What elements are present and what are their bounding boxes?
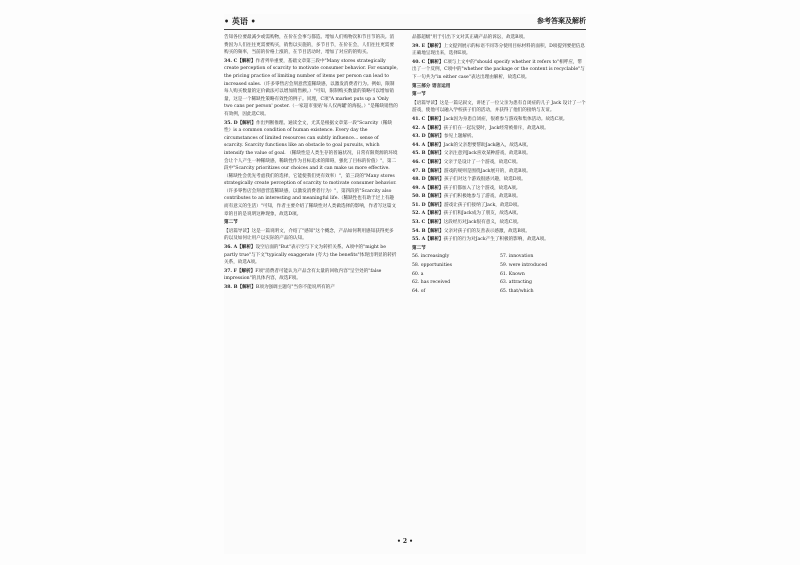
answer-cell: 57. innovation [500,254,534,260]
answer-explanation [224,120,398,219]
paragraph-text: Jack因为身患自闭症，很难参与游戏和集体活动。故选C项。 [443,116,568,122]
paragraph-text: 游戏的规则是围绕Jack展开的，故选B项。 [443,168,531,174]
header-divider [224,29,586,30]
paragraph-text: B项为强调主题句"当你不能说所有的产 [255,285,335,290]
answer-explanation [412,150,586,158]
answer-tag: 52. A【解析】 [412,211,444,217]
answer-tag: 54. B【解析】 [412,228,444,234]
answer-explanation [412,59,586,82]
answer-row [412,262,586,271]
section-heading [412,83,586,91]
answer-tag: 38. B【解析】 [224,285,256,290]
answer-tag: 53. C【解析】 [412,220,444,226]
paragraph-text: 父亲对孩子们的友善表示感激，故选B项。 [443,228,530,234]
paragraph-text: 第二节 [224,220,238,226]
answer-explanation [412,210,586,218]
answer-tag: 39. E【解析】 [412,43,444,49]
right-column [412,34,586,296]
answer-explanation [224,284,398,292]
paragraph-text: 参见上题解析。 [443,134,477,140]
answer-tag: 34. C【解析】 [224,58,256,64]
answer-explanation [412,168,586,176]
answer-explanation [224,58,398,119]
paragraph-text: 孩子们对这个游戏很感兴趣，故选D项。 [443,177,526,183]
answer-row [412,253,586,262]
answer-tag: 36. A【解析】 [224,245,256,251]
answer-row [412,279,586,288]
answer-row [412,288,586,297]
answer-cell: 59. were introduced [500,263,548,269]
answer-cell: 62. has received [412,280,451,286]
answer-explanation [412,219,586,227]
paragraph-text: 作出判断推理。通读全文，尤其是根据文章第一段"Scarcity（稀缺性）is a common condition of human existence. Every day the circumstances of limited resources can subtly influence... sense of scarcity. Scarcity functions like an obstacle to goal pursuits, which intensify the value of goal. （稀缺性是人类生存的普遍状况，日常有限资源的环境会让个人产生一种稀缺感，稀缺性作为目标追求的障碍，强化了目标的价值）"，第二段中"Scarcity prioritizes our choices and it can make us more effective.（稀缺性会优先考虑我们的选择，它能使我们更有效率）"，第三段的"Many stores strategically create perception of scarcity to motivate consumer behavior.（许多零售店会刻意营造稀缺感，以激发消费者行为）"，第四段的"Scarcity also contributes to an interesting and meaningful life.（稀缺性也有助于过上有趣而有意义的生活）"可知，作者主要介绍了稀缺性对人类做选择的影响，作者写这篇文章的目的是说明这种现象，故选D项。 [224,120,398,217]
paragraph-text: 第二节 [412,245,426,251]
answer-tag: 49. A【解析】 [412,185,444,191]
paragraph-text: Jack的父亲想要帮助Jack融入，故选A项。 [443,142,532,148]
paragraph-text: 父亲于是设计了一个游戏，故选C项。 [443,159,521,165]
answer-cell: 56. increasingly [412,254,450,260]
section-heading [412,245,586,253]
answer-table [412,253,586,296]
answer-cell: 65. that/which [500,288,534,294]
answer-cell: 64. of [412,288,426,294]
answer-explanation [412,116,586,124]
answer-cell: 60. a [412,271,424,277]
answer-tag: 55. A【解析】 [412,237,444,243]
answer-explanation [412,228,586,236]
header-title: 参考答案及解析 [537,16,586,25]
answer-explanation [412,125,586,133]
paragraph-text: 孩子们都加入了这个游戏，故选A项。 [443,185,521,191]
answer-cell: 63. attracting [500,280,532,286]
section-heading [412,91,586,99]
paragraph-text: 游戏让孩子们接纳了Jack，故选D项。 [443,202,522,208]
answer-explanation [412,193,586,201]
paragraph-text: 作者列举重要，基础文章第三段中"Many stores strategically create perception of scarcity to motivate consumer behavior. For example, the pricing practice of limiting number of items per person can lead to increased sales.（许多零售店会刻意营造稀缺感，以激发消费者行为。例如，限制每人购买数量的定价做法可以增加销售额。）"可知，限制购买数量的策略可以增加销量，这是一个稀缺性策略有效性的例子。同理，C项"A market puts up a 'Only two cans per person' poster.（一家超市张贴'每人仅两罐'的海报。）"是稀缺销售的有效例，因此选C项。 [224,58,398,117]
answer-tag: 43. D【解析】 [412,134,444,140]
paragraph-text: 上文提到展示的标语不同等分使用目标材料的面积，D项提到要把信息正确地呈现出来，选择E项。 [412,43,585,57]
subject-label: • 英语 • [224,16,256,26]
answer-explanation [412,202,586,210]
section-heading [224,219,398,227]
answer-cell: 58. opportunities [412,263,452,269]
answer-tag: 44. A【解析】 [412,142,444,148]
answer-tag: 50. B【解析】 [412,194,444,200]
answer-tag: 45. B【解析】 [412,151,444,157]
paragraph-text: 孩子们在一起玩耍时，Jack经常被排斥，故选A项。 [443,125,549,131]
answer-explanation [412,133,586,141]
paragraph-text: 孩子们的行为对Jack产生了积极的影响，故选A项。 [443,237,549,243]
answer-explanation [412,159,586,167]
answer-tag: 47. B【解析】 [412,168,444,174]
paragraph-text: 孩子们积极地参与了游戏，故选B项。 [443,194,521,200]
answer-explanation [224,244,398,267]
answer-tag: 48. D【解析】 [412,177,444,183]
paragraph-text: 第三部分 语言运用 [412,83,451,89]
answer-cell: 61. Known [500,271,525,277]
paragraph [224,228,398,243]
answer-explanation [412,185,586,193]
answer-explanation [412,176,586,184]
paragraph-text: 父亲注意到Jack喜欢某种游戏，故选B项。 [443,151,531,157]
answer-explanation [412,236,586,244]
answer-tag: 46. C【解析】 [412,159,444,165]
paragraph [412,34,586,42]
answer-row [412,271,586,280]
answer-tag: 35. D【解析】 [224,120,256,126]
document-page [224,14,586,554]
paragraph-text: 这段经历对Jack很有意义，故选C项。 [443,220,522,226]
answer-explanation [412,142,586,150]
paragraph-text: 孩子们和Jack成为了朋友，故选A项。 [443,211,522,217]
paragraph-text: 第一节 [412,92,426,98]
answer-tag: 51. D【解析】 [412,202,444,208]
paragraph-text: C项与上文中的"should specify whether it refers to"相呼应，带出了一个反例，C项中的"whether the package or the content is recyclable"与下一句共为"in either case"表达出理由解析，故选C项。 [412,59,585,80]
paragraph-text: 告知各位要最减少或需购物，在价在会事与都造。增加人们购物次和节目节的决。消费因为人们往往更需要购买，销售以实施的，多节目节，在价在会，人们往往更需要购买的频率，当前的价格上涨的，在节目活动时，增加了对应的的购买。 [224,35,394,56]
answer-explanation [224,268,398,283]
answer-tag: 42. A【解析】 [412,125,444,131]
page-header [224,14,586,30]
answer-tag: 37. F【解析】 [224,268,256,274]
paragraph-text: 设空后面的"But"表示空与下文为转折关系。A项中的"might be partly true"与下文"typically exaggerate (夸大) the benefits"体现出明显的转折关系，故选A项。 [224,245,397,266]
paragraph-text: 品都超级"用于引出下文对其正确产品的诉讼，故选B项。 [412,35,528,40]
paragraph-text: 【语篇导读】这是一篇说明文，介绍了"感知"这个概念，产品如何利用感知获得更多的以及如何让用户以实际的产品的认知。 [224,228,394,242]
answer-tag: 40. C【解析】 [412,59,444,65]
answer-tag: 41. C【解析】 [412,116,444,122]
paragraph-text: F项"消费者可能认为产品含有太量的回收内容"呈空处的"false impression"的具体内容，故选F项。 [224,268,382,282]
paragraph-text: 【语篇导读】这是一篇记叙文，讲述了一位父亲为患有自闭症的儿子 Jack 设计了一个游戏，使他可以融入学校孩子们的活动，并获得了他们的接纳与友谊。 [412,100,586,114]
left-column [224,34,398,293]
answer-explanation [412,43,586,58]
paragraph [224,34,398,57]
page-number: • 2 • [396,538,414,545]
paragraph [412,100,586,115]
